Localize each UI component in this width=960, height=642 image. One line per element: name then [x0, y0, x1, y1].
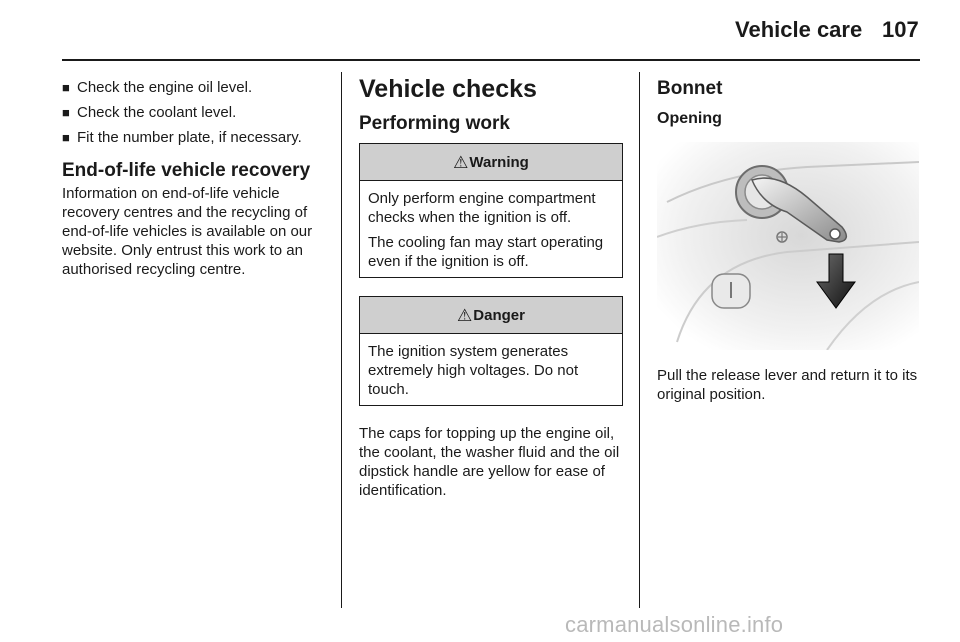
- danger-box-body: [360, 334, 622, 405]
- section-heading-bonnet: Bonnet: [657, 78, 723, 99]
- list-item: [62, 128, 328, 147]
- section-heading-recovery: End-of-life vehicle recovery: [62, 160, 311, 181]
- section-paragraph-recovery: Information on end-of-life vehicle recovery centres and the recycling of end-of-life vehicles is available on our website. Only entrust this work to an authorised recycling centre.: [62, 185, 313, 278]
- column-right: [657, 78, 923, 404]
- list-item: [62, 78, 328, 97]
- page-number: 107: [882, 17, 919, 42]
- watermark: carmanualsonline.info: [565, 612, 784, 637]
- warning-box-header: [360, 144, 622, 181]
- warning-box-body: [360, 181, 622, 277]
- danger-title: Danger: [473, 306, 525, 324]
- list-item-text: Check the engine oil level.: [77, 79, 253, 96]
- column-divider-left: [341, 72, 342, 608]
- column-middle: [359, 74, 623, 500]
- body-paragraph-caps: The caps for topping up the engine oil, the coolant, the washer fluid and the oil dipstick handle are yellow for ease of identification.: [359, 425, 620, 499]
- list-item: [62, 103, 328, 122]
- bonnet-release-lever-illustration-icon: [657, 142, 919, 350]
- checklist: [62, 78, 328, 147]
- header-divider: [62, 59, 920, 61]
- bullet-icon: ■: [62, 80, 70, 95]
- warning-title: Warning: [469, 153, 529, 171]
- danger-box-header: [360, 297, 622, 334]
- bullet-icon: ■: [62, 105, 70, 120]
- column-left: [62, 78, 328, 279]
- danger-box: [359, 296, 623, 406]
- warning-paragraph: Only perform engine compartment checks when the ignition is off.: [368, 190, 596, 226]
- subheading-performing-work: Performing work: [359, 113, 510, 134]
- warning-icon: ⚠: [453, 152, 469, 172]
- warning-paragraph: The cooling fan may start operating even if the ignition is off.: [368, 234, 604, 270]
- page-header-title: Vehicle care: [735, 17, 863, 42]
- warning-icon: ⚠: [457, 305, 473, 325]
- figure-caption: Pull the release lever and return it to its original position.: [657, 367, 918, 403]
- list-item-text: Fit the number plate, if necessary.: [77, 129, 302, 146]
- danger-paragraph: The ignition system generates extremely high voltages. Do not touch.: [368, 343, 579, 398]
- list-item-text: Check the coolant level.: [77, 104, 237, 121]
- bullet-icon: ■: [62, 130, 70, 145]
- section-heading-vehicle-checks: Vehicle checks: [359, 75, 537, 103]
- warning-box: [359, 143, 623, 278]
- column-divider-right: [639, 72, 640, 608]
- subheading-opening: Opening: [657, 110, 722, 127]
